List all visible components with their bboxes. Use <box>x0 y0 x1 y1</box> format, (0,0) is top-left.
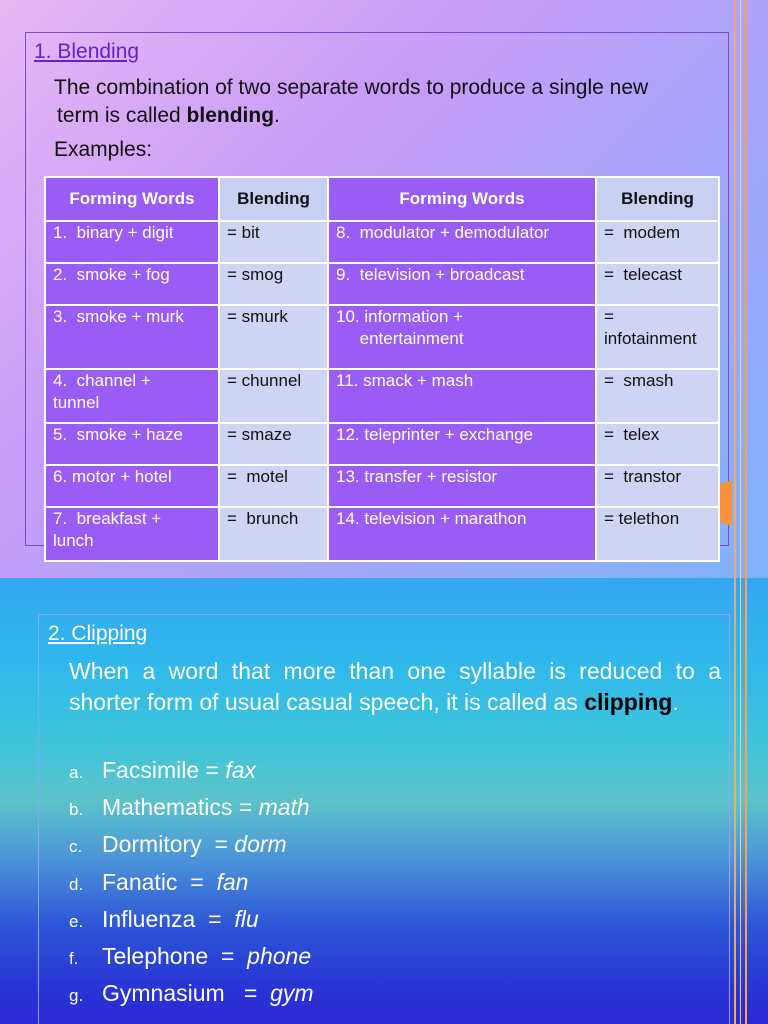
examples-label: Examples: <box>54 138 153 161</box>
decor-line <box>740 0 741 1024</box>
forming-words-cell: 9. television + broadcast <box>328 263 596 305</box>
forming-words-cell: 10. information + entertainment <box>328 305 596 369</box>
forming-words-cell: 5. smoke + haze <box>45 423 219 465</box>
forming-words-cell: 13. transfer + resistor <box>328 465 596 507</box>
equals-sign: = <box>177 868 217 895</box>
blending-cell: = bit <box>219 221 328 263</box>
list-marker: b. <box>69 800 84 820</box>
clipped-word: phone <box>247 942 312 969</box>
forming-words-cell: 14. television + marathon <box>328 507 596 561</box>
list-item <box>69 864 314 901</box>
forming-words-cell: 4. channel + tunnel <box>45 369 219 423</box>
equals-sign: = <box>201 831 235 858</box>
section-heading-blending: 1. Blending <box>34 40 140 63</box>
blending-cell: = smog <box>219 263 328 305</box>
list-marker: c. <box>69 837 83 857</box>
blending-cell: = motel <box>219 465 328 507</box>
clipping-examples-list <box>69 752 314 1012</box>
decor-line <box>745 0 747 1024</box>
equals-sign: = <box>195 905 235 932</box>
decor-line <box>734 0 736 1024</box>
table-row <box>45 305 719 369</box>
equals-sign: = <box>208 942 248 969</box>
full-word: Mathematics <box>102 794 233 821</box>
definition-end: . <box>672 689 679 715</box>
blending-definition <box>54 74 730 130</box>
blending-cell: = telex <box>596 423 719 465</box>
table-row <box>45 507 719 561</box>
blending-cell: = smash <box>596 369 719 423</box>
full-word: Telephone <box>102 942 209 969</box>
blending-cell: = transtor <box>596 465 719 507</box>
blending-cell: = modem <box>596 221 719 263</box>
blending-cell: = telecast <box>596 263 719 305</box>
definition-end: . <box>274 104 280 127</box>
list-item <box>69 938 314 975</box>
definition-term: clipping <box>584 689 673 715</box>
forming-words-cell: 7. breakfast + lunch <box>45 507 219 561</box>
definition-term: blending <box>186 104 275 127</box>
list-item <box>69 826 314 863</box>
equals-sign: = <box>224 980 271 1007</box>
blending-cell: = smaze <box>219 423 328 465</box>
full-word: Fanatic <box>102 868 178 895</box>
table-row <box>45 465 719 507</box>
blending-cell: = infotainment <box>596 305 719 369</box>
definition-text: When a word that more than one syllable is reduced to a shorter form of usual casual speech, it is called as <box>69 658 721 715</box>
blending-table <box>44 176 720 562</box>
forming-words-cell: 2. smoke + fog <box>45 263 219 305</box>
equals-sign: = <box>199 757 226 783</box>
table-body <box>45 221 719 561</box>
definition-line: The combination of two separate words to produce a single new <box>54 76 649 99</box>
table-row <box>45 221 719 263</box>
table-row <box>45 263 719 305</box>
clipped-word: dorm <box>234 831 287 858</box>
definition-text: term is called <box>57 104 187 127</box>
column-header: Blending <box>596 177 719 221</box>
forming-words-cell: 3. smoke + murk <box>45 305 219 369</box>
list-item <box>69 789 314 826</box>
list-item <box>69 752 314 789</box>
clipped-word: fan <box>216 868 249 895</box>
column-header: Blending <box>219 177 328 221</box>
list-item <box>69 975 314 1012</box>
list-marker: d. <box>69 874 84 894</box>
list-item <box>69 901 314 938</box>
full-word: Influenza <box>102 905 196 932</box>
list-marker: g. <box>69 986 84 1006</box>
list-marker: f. <box>69 948 79 968</box>
equals-sign: = <box>232 794 259 821</box>
clipping-definition <box>69 656 721 718</box>
blending-cell: = chunnel <box>219 369 328 423</box>
blending-cell: = smurk <box>219 305 328 369</box>
forming-words-cell: 1. binary + digit <box>45 221 219 263</box>
clipped-word: math <box>258 794 310 821</box>
section-heading-clipping: 2. Clipping <box>48 622 148 645</box>
forming-words-cell: 6. motor + hotel <box>45 465 219 507</box>
column-header: Forming Words <box>45 177 219 221</box>
list-marker: a. <box>69 763 84 782</box>
forming-words-cell: 11. smack + mash <box>328 369 596 423</box>
full-word: Facsimile <box>102 757 200 783</box>
clipped-word: gym <box>270 980 314 1007</box>
list-marker: e. <box>69 911 84 931</box>
table-header-row <box>45 177 719 221</box>
table-row <box>45 369 719 423</box>
forming-words-cell: 12. teleprinter + exchange <box>328 423 596 465</box>
column-header: Forming Words <box>328 177 596 221</box>
full-word: Gymnasium <box>102 980 225 1007</box>
clipped-word: fax <box>225 757 257 783</box>
definition-line <box>54 102 730 130</box>
blending-cell: = brunch <box>219 507 328 561</box>
forming-words-cell: 8. modulator + demodulator <box>328 221 596 263</box>
table-row <box>45 423 719 465</box>
clipped-word: flu <box>234 905 259 932</box>
blending-cell: = telethon <box>596 507 719 561</box>
full-word: Dormitory <box>102 831 202 858</box>
